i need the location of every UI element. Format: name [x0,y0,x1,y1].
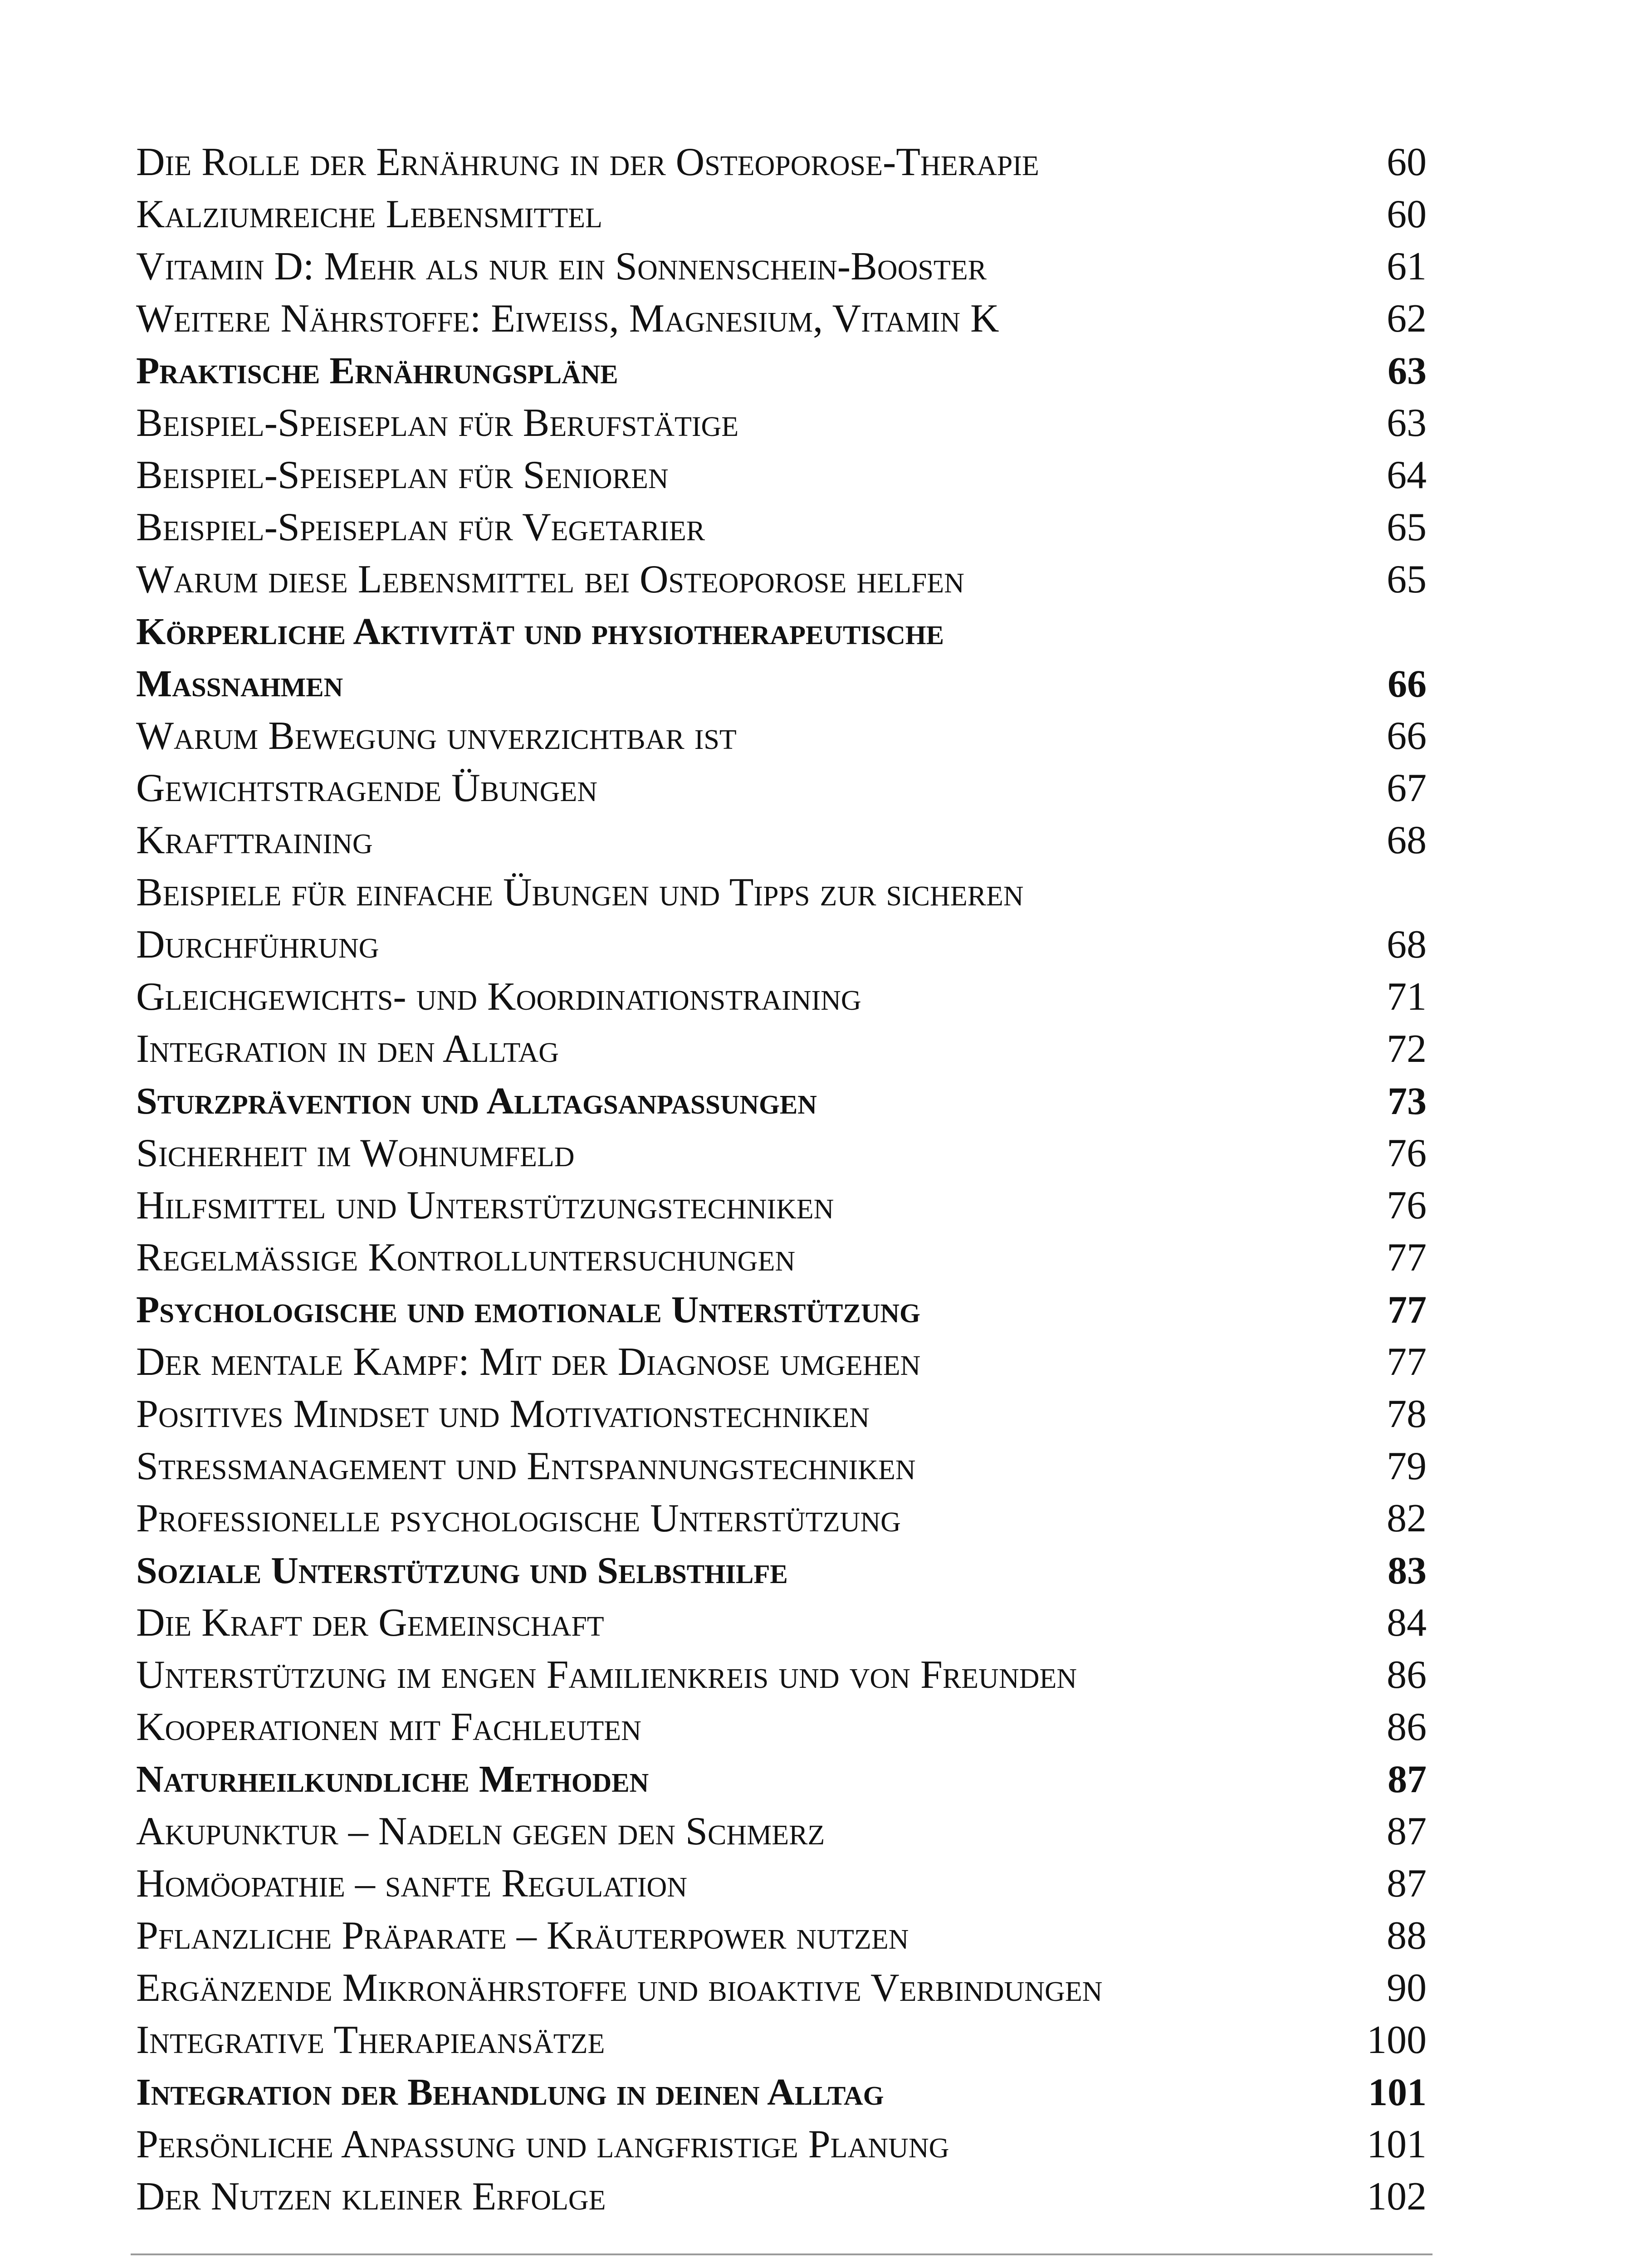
toc-section-entry [136,1388,1427,1440]
toc-section-entry [136,1127,1427,1179]
toc-entry-page-number: 79 [1387,1444,1427,1488]
toc-section-entry [136,1649,1427,1701]
toc-entry-title: Körperliche Aktivität und physiotherapeutische [136,611,944,653]
toc-entry-title: Praktische Ernährungspläne [136,350,618,392]
toc-entry-title: Kalziumreiche Lebensmittel [136,192,602,236]
toc-chapter-entry [136,658,1427,710]
toc-section-entry [136,397,1427,449]
toc-section-entry [136,1910,1427,1962]
toc-section-entry [136,814,1427,866]
toc-section-entry [136,919,1427,971]
toc-section-entry [136,1440,1427,1492]
toc-section-entry [136,1336,1427,1388]
toc-entry-page-number: 63 [1388,349,1427,392]
toc-entry-page-number: 64 [1387,453,1427,497]
toc-section-entry [136,1857,1427,1910]
toc-entry-title: Soziale Unterstützung und Selbsthilfe [136,1549,788,1592]
toc-section-entry [136,710,1427,762]
toc-entry-title: Gleichgewichts- und Koordinationstraining [136,975,861,1019]
toc-entry-title: Warum Bewegung unverzichtbar ist [136,714,737,758]
toc-entry-page-number: 61 [1387,244,1427,288]
toc-chapter-entry [136,1075,1427,1127]
toc-section-entry [136,188,1427,240]
toc-entry-title: Pflanzliche Präparate – Kräuterpower nutzen [136,1914,909,1958]
toc-entry-page-number: 88 [1387,1914,1427,1958]
toc-entry-page-number: 67 [1387,766,1427,810]
toc-entry-title: Vitamin D: Mehr als nur ein Sonnenschein-Booster [136,244,987,288]
toc-chapter-entry [136,2066,1427,2118]
toc-section-entry [136,1805,1427,1857]
toc-entry-title: Persönliche Anpassung und langfristige Planung [136,2122,949,2166]
toc-section-entry [136,449,1427,501]
toc-entry-title: Der Nutzen kleiner Erfolge [136,2175,606,2219]
toc-entry-page-number: 73 [1388,1079,1427,1123]
toc-entry-page-number: 87 [1388,1757,1427,1801]
toc-section-entry [136,1492,1427,1545]
toc-entry-title: Hilfsmittel und Unterstützungstechniken [136,1183,834,1227]
toc-entry-page-number: 87 [1387,1809,1427,1853]
toc-entry-page-number: 68 [1387,818,1427,862]
toc-entry-title: Akupunktur – Nadeln gegen den Schmerz [136,1809,825,1853]
toc-entry-page-number: 65 [1387,557,1427,601]
toc-entry-title: Durchführung [136,923,379,967]
toc-chapter-entry [136,1284,1427,1336]
toc-entry-page-number: 102 [1367,2175,1427,2219]
toc-chapter-entry [136,1545,1427,1597]
toc-section-entry [136,1232,1427,1284]
toc-entry-page-number: 76 [1387,1131,1427,1175]
toc-section-entry [136,1597,1427,1649]
toc-entry-title: Psychologische und emotionale Unterstützung [136,1289,920,1331]
toc-entry-page-number: 86 [1387,1653,1427,1697]
toc-entry-page-number: 66 [1388,662,1427,705]
toc-entry-title: Beispiel-Speiseplan für Senioren [136,453,669,497]
toc-entry-title: Maßnahmen [136,663,343,705]
toc-entry-page-number: 87 [1387,1862,1427,1906]
toc-chapter-entry [136,345,1427,397]
toc-section-entry [136,2170,1427,2223]
toc-section-entry [136,1962,1427,2014]
toc-section-entry [136,2014,1427,2066]
toc-entry-page-number: 63 [1387,401,1427,445]
toc-entry-title: Positives Mindset und Motivationstechniken [136,1392,870,1436]
toc-entry-title: Warum diese Lebensmittel bei Osteoporose helfen [136,557,964,601]
toc-section-entry [136,501,1427,553]
toc-entry-page-number: 77 [1387,1340,1427,1384]
toc-chapter-entry [136,1753,1427,1805]
toc-section-entry [136,1179,1427,1232]
toc-entry-page-number: 82 [1387,1496,1427,1540]
toc-entry-page-number: 86 [1387,1705,1427,1749]
toc-entry-page-number: 77 [1387,1236,1427,1280]
toc-entry-page-number: 65 [1387,505,1427,549]
toc-section-entry [136,293,1427,345]
toc-section-entry [136,1701,1427,1753]
toc-chapter-entry [136,606,1427,658]
table-of-contents [136,136,1427,2223]
toc-entry-page-number: 101 [1367,2122,1427,2166]
toc-entry-title: Sicherheit im Wohnumfeld [136,1131,575,1175]
toc-section-entry [136,2118,1427,2170]
toc-entry-title: Gewichtstragende Übungen [136,766,598,810]
toc-entry-title: Professionelle psychologische Unterstützung [136,1496,901,1540]
toc-entry-title: Stressmanagement und Entspannungstechniken [136,1444,916,1488]
toc-entry-title: Integration der Behandlung in deinen Alltag [136,2071,884,2113]
toc-entry-page-number: 78 [1387,1392,1427,1436]
toc-entry-page-number: 60 [1387,140,1427,184]
toc-entry-title: Sturzprävention und Alltagsanpassungen [136,1080,817,1122]
toc-entry-title: Integrative Therapieansätze [136,2018,605,2062]
toc-entry-page-number: 76 [1387,1183,1427,1227]
toc-entry-page-number: 71 [1387,975,1427,1019]
toc-entry-title: Integration in den Alltag [136,1027,559,1071]
toc-entry-page-number: 101 [1368,2070,1427,2114]
toc-entry-title: Krafttraining [136,818,373,862]
toc-section-entry [136,553,1427,606]
toc-section-entry [136,866,1427,919]
toc-entry-title: Beispiel-Speiseplan für Berufstätige [136,401,739,445]
toc-entry-title: Der mentale Kampf: Mit der Diagnose umgehen [136,1340,921,1384]
toc-entry-title: Regelmäßige Kontrolluntersuchungen [136,1236,796,1280]
toc-section-entry [136,1023,1427,1075]
toc-entry-page-number: 68 [1387,923,1427,967]
toc-entry-title: Naturheilkundliche Methoden [136,1758,649,1800]
toc-entry-page-number: 83 [1388,1549,1427,1592]
toc-section-entry [136,136,1427,188]
toc-entry-title: Weitere Nährstoffe: Eiweiß, Magnesium, Vitamin K [136,297,999,341]
toc-entry-title: Beispiel-Speiseplan für Vegetarier [136,505,705,549]
footer-divider [131,2253,1433,2255]
toc-entry-title: Homöopathie – sanfte Regulation [136,1862,688,1906]
toc-section-entry [136,762,1427,814]
toc-entry-title: Kooperationen mit Fachleuten [136,1705,641,1749]
toc-entry-page-number: 77 [1388,1288,1427,1331]
toc-section-entry [136,240,1427,293]
toc-entry-page-number: 84 [1387,1601,1427,1645]
toc-section-entry [136,971,1427,1023]
toc-entry-page-number: 90 [1387,1966,1427,2010]
toc-entry-title: Die Rolle der Ernährung in der Osteoporose-Therapie [136,140,1039,184]
toc-entry-title: Die Kraft der Gemeinschaft [136,1601,604,1645]
toc-entry-page-number: 60 [1387,192,1427,236]
toc-entry-page-number: 72 [1387,1027,1427,1071]
toc-entry-title: Beispiele für einfache Übungen und Tipps zur sicheren [136,870,1024,914]
toc-entry-page-number: 100 [1367,2018,1427,2062]
toc-entry-title: Unterstützung im engen Familienkreis und von Freunden [136,1653,1077,1697]
toc-entry-page-number: 66 [1387,714,1427,758]
toc-entry-page-number: 62 [1387,297,1427,341]
toc-entry-title: Ergänzende Mikronährstoffe und bioaktive Verbindungen [136,1966,1103,2010]
